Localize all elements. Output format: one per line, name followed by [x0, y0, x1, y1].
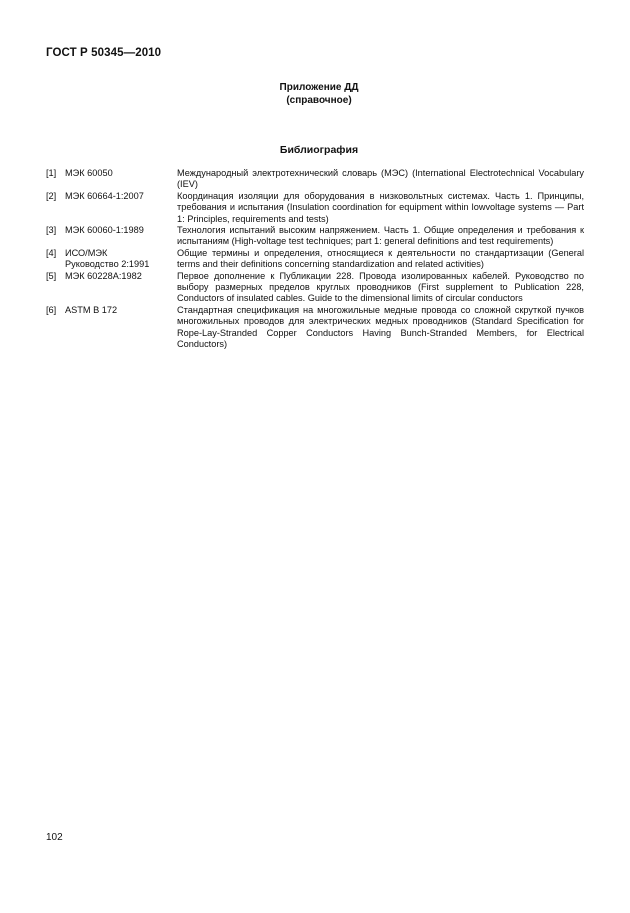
- entry-reference: МЭК 60664-1:2007: [65, 190, 144, 201]
- bibliography-list: [46, 168, 584, 351]
- entry-number: [5]: [46, 270, 57, 281]
- entry-reference: ASTM В 172: [65, 304, 118, 315]
- entry-description: Координация изоляции для оборудования в низковольтных системах. Часть 1. Принципы, требования и испытания (Insulation coordination for equipment within lowvoltage systems — Part 1: Principles, requirements and tests): [177, 190, 584, 224]
- annex-subtitle: (справочное): [286, 94, 352, 106]
- entry-description: Стандартная спецификация на многожильные медные провода со сложной скруткой пучков многожильных проводов для электрических медных проводников (Standard Specification for Rope-Lay-Stranded Copper Conductors Having Bunch-Stranded Members, for Electrical Conductors): [177, 304, 584, 350]
- entry-description: Технология испытаний высоким напряжением. Часть 1. Общие определения и требования к испытаниям (High-voltage test techniques; part 1: general definitions and test requirements): [177, 225, 584, 247]
- page-number: 102: [46, 832, 63, 843]
- standard-code: ГОСТ Р 50345—2010: [46, 47, 162, 59]
- annex-title: Приложение ДД: [279, 82, 359, 93]
- entry-description: Общие термины и определения, относящиеся к деятельности по стандартизации (General terms and their definitions concerning standardization and related activities): [177, 247, 584, 270]
- entry-number: [6]: [46, 304, 57, 315]
- bibliography-entry: [46, 191, 584, 225]
- bibliography-entry: [46, 248, 584, 271]
- entry-reference: МЭК 60228А:1982: [65, 270, 142, 281]
- entry-reference: МЭК 60050: [65, 168, 113, 178]
- bibliography-title: Библиография: [279, 144, 359, 156]
- entry-reference: МЭК 60060-1:1989: [65, 225, 144, 236]
- entry-reference: ИСО/МЭК Руководство 2:1991: [65, 247, 150, 270]
- entry-number: [2]: [46, 190, 57, 201]
- bibliography-entry: [46, 305, 584, 351]
- entry-description: Международный электротехнический словарь (МЭС) (International Electrotechnical Vocabulary (IEV): [177, 168, 584, 190]
- bibliography-entry: [46, 168, 584, 191]
- bibliography-entry: [46, 225, 584, 248]
- entry-description: Первое дополнение к Публикации 228. Провода изолированных кабелей. Руководство по выбору размерных пределов круглых проводников (First supplement to Publication 228, Conductors of insulated cables. Guide to the dimensional limits of circular conductors: [177, 270, 584, 304]
- annex-heading: [0, 82, 630, 107]
- entry-number: [3]: [46, 225, 57, 236]
- bibliography-entry: [46, 271, 584, 305]
- entry-number: [4]: [46, 247, 57, 258]
- entry-number: [1]: [46, 168, 57, 178]
